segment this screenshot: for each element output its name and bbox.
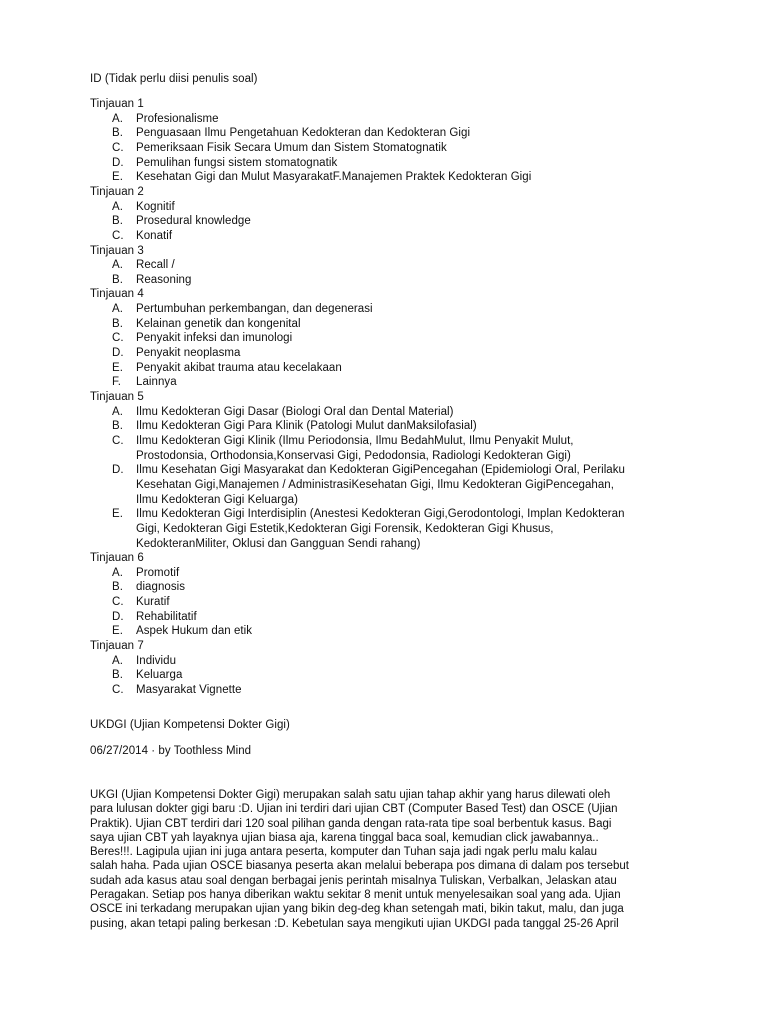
paragraph-line: sudah ada kasus atau soal dengan berbagai jenis perintah misalnya Tuliskan, Verbalkan, Jelaskan atau: [90, 874, 617, 887]
ukdgi-title: UKDGI (Ujian Kompetensi Dokter Gigi): [90, 719, 290, 731]
list-marker: E.: [112, 508, 123, 521]
list-item-text: Pemulihan fungsi sistem stomatognatik: [136, 156, 338, 169]
paragraph-line: Beres!!!. Lagipula ujian ini juga antara peserta, komputer dan Tuhan saja jadi ngak perlu malu kalau: [90, 846, 597, 859]
byline: 06/27/2014 · by Toothless Mind: [90, 745, 252, 757]
list-item-text: Kesehatan Gigi,Manajemen / AdministrasiKesehatan Gigi, Ilmu Kedokteran GigiPencegahan,: [136, 478, 614, 491]
list-marker: D.: [112, 347, 124, 359]
list-marker: B.: [112, 669, 123, 682]
list-marker: A.: [112, 259, 123, 272]
list-marker: E.: [112, 361, 123, 374]
list-item-text: Ilmu Kedokteran Gigi Interdisiplin (Anestesi Kedokteran Gigi,Gerodontologi, Implan Kedokteran: [136, 508, 625, 521]
list-item-text: Konatif: [136, 229, 173, 242]
list-item-text: Prosedural knowledge: [136, 215, 251, 228]
list-marker: F.: [112, 376, 122, 389]
list-marker: C.: [112, 142, 124, 154]
list-marker: D.: [112, 464, 124, 477]
list-item-text: Penguasaan Ilmu Pengetahuan Kedokteran dan Kedokteran Gigi: [136, 127, 471, 140]
list-item-text: Rehabilitatif: [136, 610, 197, 623]
list-marker: B.: [112, 127, 123, 140]
section-title: Tinjauan 4: [90, 288, 144, 301]
list-marker: B.: [112, 581, 123, 594]
id-line: ID (Tidak perlu diisi penulis soal): [90, 73, 258, 85]
section-title: Tinjauan 5: [90, 391, 144, 403]
list-item-text: Ilmu Kedokteran Gigi Para Klinik (Patologi Mulut danMaksilofasial): [136, 420, 477, 433]
list-marker: E.: [112, 171, 123, 184]
list-marker: B.: [112, 420, 123, 433]
list-item-text: Pertumbuhan perkembangan, dan degenerasi: [136, 303, 373, 316]
list-item-text: Penyakit akibat trauma atau kecelakaan: [136, 361, 342, 374]
list-marker: E.: [112, 625, 123, 638]
paragraph-line: Peragakan. Setiap pos hanya diberikan waktu sekitar 8 menit untuk menyelesaikan soal yang ada. Ujian: [90, 889, 621, 902]
list-item-text: Ilmu Kedokteran Gigi Dasar (Biologi Oral dan Dental Material): [136, 405, 454, 418]
list-marker: D.: [112, 610, 124, 623]
paragraph-line: UKGI (Ujian Kompetensi Dokter Gigi) merupakan salah satu ujian tahap akhir yang harus dilewati oleh: [90, 789, 611, 801]
list-item-text: Ilmu Kedokteran Gigi Keluarga): [136, 493, 298, 506]
list-item-text: Individu: [136, 654, 177, 667]
list-marker: B.: [112, 273, 123, 286]
paragraph-line: Praktik). Ujian CBT terdiri dari 120 soal pilihan ganda dengan rata-rata tipe soal berbentuk kasus. Bagi: [90, 817, 612, 830]
paragraph-line: salah haha. Pada ujian OSCE biasanya peserta akan melalui beberapa pos dimana di dalam pos tersebut: [90, 860, 629, 873]
paragraph-line: OSCE ini terkadang merupakan ujian yang bikin deg-deg khan setengah mati, bikin takut, malu, dan juga: [90, 903, 624, 916]
list-item-text: Penyakit infeksi dan imunologi: [136, 332, 293, 345]
list-item-text: Profesionalisme: [136, 112, 219, 125]
list-marker: A.: [112, 303, 123, 316]
list-item-text: Kesehatan Gigi dan Mulut MasyarakatF.Manajemen Praktek Kedokteran Gigi: [136, 171, 532, 184]
list-item-text: Gigi, Kedokteran Gigi Estetik,Kedokteran Gigi Forensik, Kedokteran Gigi Khusus,: [136, 522, 554, 535]
paragraph-line: para lulusan dokter gigi baru :D. Ujian ini terdiri dari ujian CBT (Computer Based Test) dan OSCE (Ujian: [90, 803, 618, 816]
paragraph-line: pusing, akan tetapi paling berkesan :D. Kebetulan saya mengikuti ujian UKDGI pada tanggal 25-26 April: [90, 917, 619, 930]
list-item-text: Keluarga: [136, 669, 183, 682]
section-title: Tinjauan 2: [90, 185, 144, 198]
list-marker: A.: [112, 654, 123, 667]
list-marker: A.: [112, 405, 123, 418]
list-item-text: diagnosis: [136, 581, 186, 594]
list-item-text: Kognitif: [136, 200, 175, 213]
section-title: Tinjauan 1: [90, 98, 144, 110]
list-item-text: Reasoning: [136, 273, 192, 286]
list-item-text: Penyakit neoplasma: [136, 347, 241, 359]
list-marker: D.: [112, 156, 124, 169]
list-marker: B.: [112, 317, 123, 330]
list-item-text: Kelainan genetik dan kongenital: [136, 317, 301, 330]
section-title: Tinjauan 6: [90, 552, 144, 565]
list-item-text: Ilmu Kedokteran Gigi Klinik (Ilmu Periodonsia, Ilmu BedahMulut, Ilmu Penyakit Mulut,: [136, 434, 574, 447]
list-marker: A.: [112, 200, 123, 213]
list-item-text: Kuratif: [136, 596, 170, 609]
body-paragraph: [90, 788, 680, 931]
list-marker: A.: [112, 566, 123, 579]
list-item-text: Pemeriksaan Fisik Secara Umum dan Sistem Stomatognatik: [136, 142, 447, 154]
section-title: Tinjauan 7: [90, 640, 144, 652]
list-item-text: Lainnya: [136, 376, 177, 389]
list-item-text: Promotif: [136, 566, 180, 579]
list-item-text: Masyarakat Vignette: [136, 684, 242, 696]
list-marker: A.: [112, 112, 123, 125]
list-item-text: KedokteranMiliter, Oklusi dan Gangguan Sendi rahang): [136, 537, 421, 550]
list-marker: B.: [112, 215, 123, 228]
list-marker: C.: [112, 332, 124, 345]
list-item-text: Prostodonsia, Orthodonsia,Konservasi Gigi, Pedodonsia, Radiologi Kedokteran Gigi): [136, 449, 571, 462]
list-marker: C.: [112, 684, 124, 696]
list-marker: C.: [112, 434, 124, 447]
section-title: Tinjauan 3: [90, 244, 144, 257]
list-item-text: Ilmu Kesehatan Gigi Masyarakat dan Kedokteran GigiPencegahan (Epidemiologi Oral, Perilaku: [136, 464, 625, 477]
list-item-text: Recall /: [136, 259, 175, 272]
list-marker: C.: [112, 596, 124, 609]
list-marker: C.: [112, 229, 124, 242]
paragraph-line: saya ujian CBT yah layaknya ujian biasa aja, karena tinggal baca soal, kemudian click jawabannya..: [90, 831, 599, 844]
list-item-text: Aspek Hukum dan etik: [136, 625, 253, 638]
